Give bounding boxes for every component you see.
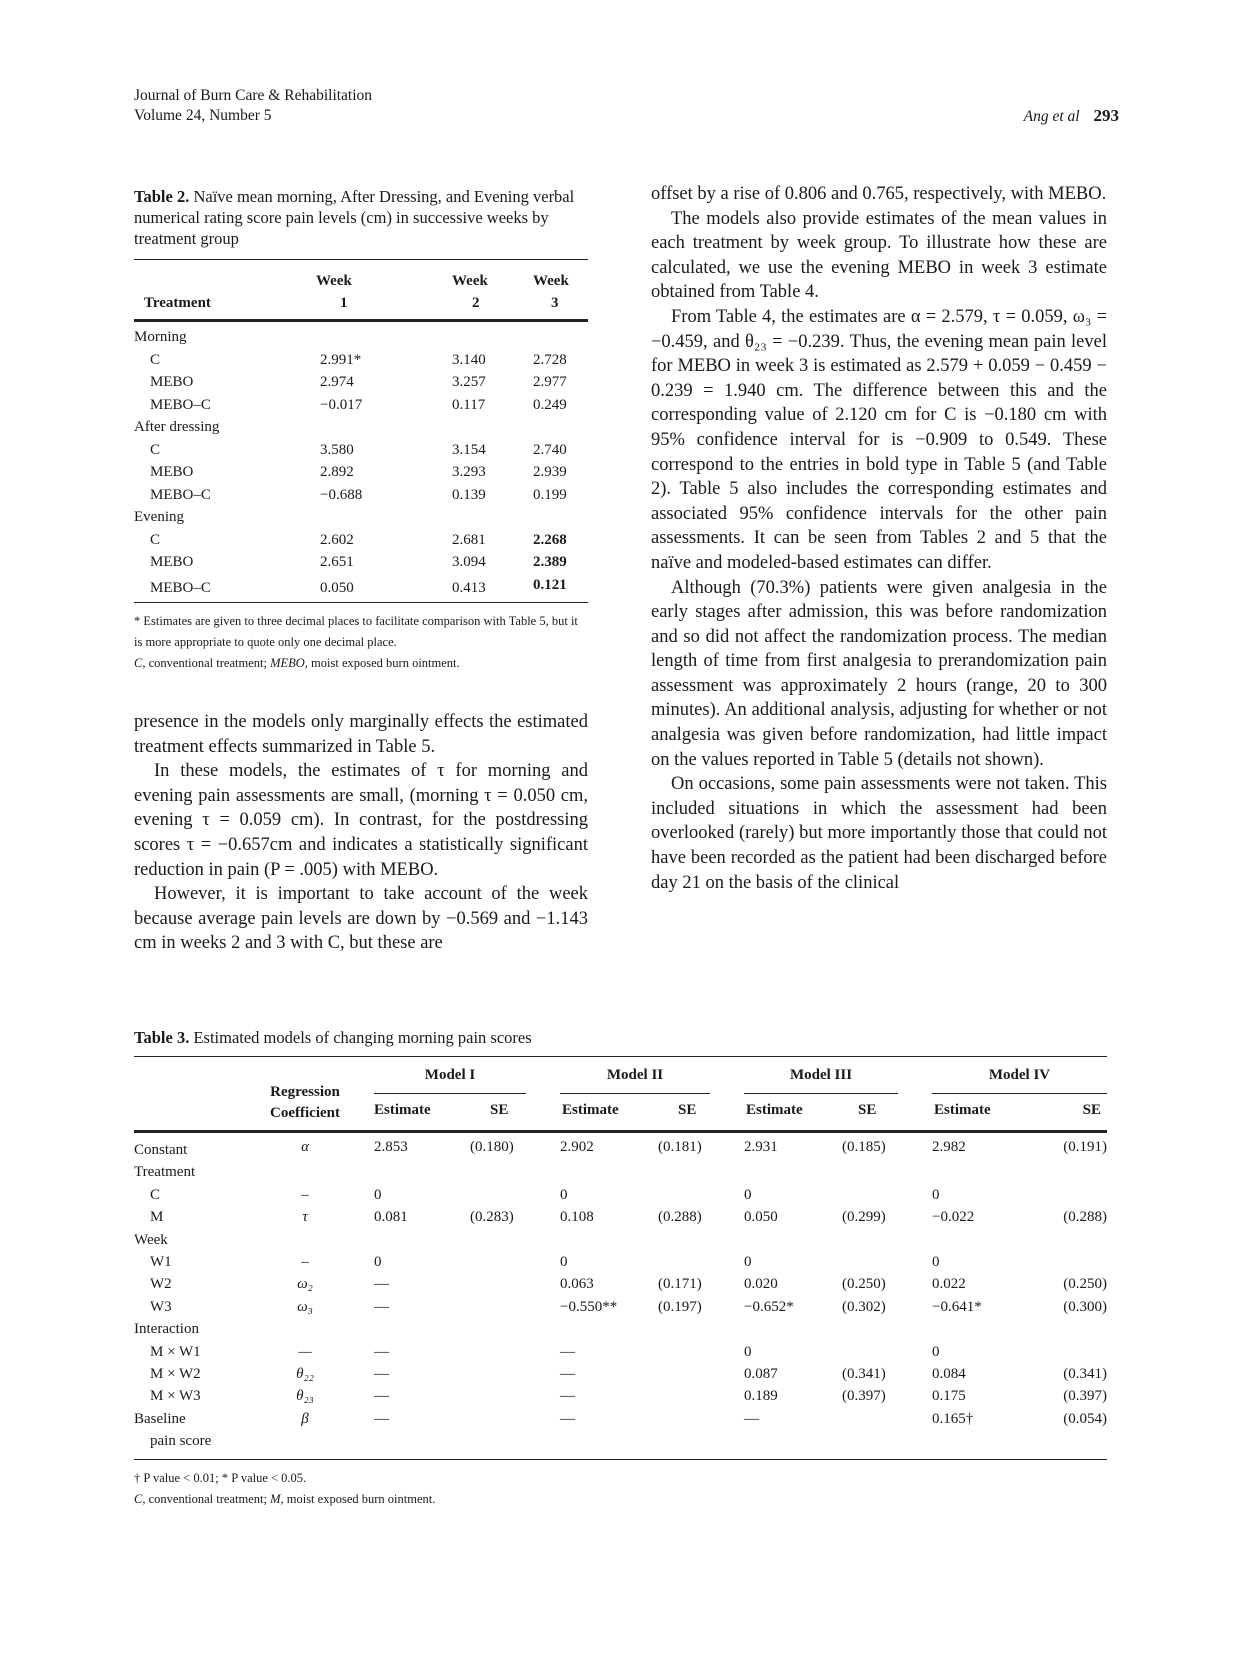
paragraph: On occasions, some pain assessments were not taken. This included situations in which the assessment had been overlooked (rarely) but more importantly those that could not have been recorded as the patient had been discharged before day 21 on the basis of the clinical <box>651 774 1107 893</box>
abbrev-def: conventional treatment; <box>145 656 271 670</box>
table-2-row-label: C <box>150 531 161 548</box>
coef-header-2: Coefficient <box>270 1105 340 1121</box>
table-3-cell: 0 <box>932 1186 940 1203</box>
table-2-group-label: Evening <box>134 509 184 525</box>
table-2-caption <box>134 186 588 249</box>
table-3-cell: — <box>744 1410 759 1427</box>
table-3-cell <box>824 1430 916 1459</box>
table-3-cell <box>544 1318 640 1340</box>
table-3-coef: θ₂₃ <box>296 1388 314 1405</box>
table-3-cell: — <box>374 1388 389 1405</box>
table-3-cell <box>824 1161 916 1183</box>
table-3-coef <box>252 1318 358 1340</box>
se-header: SE <box>858 1102 877 1118</box>
table-3-abbrev <box>134 1489 1107 1510</box>
table-3-footnote: † P value < 0.01; * P value < 0.05. <box>134 1470 307 1485</box>
table-3-cell: (0.180) <box>470 1139 514 1155</box>
table-3 <box>134 1027 1107 1510</box>
table-2-grid <box>134 259 588 603</box>
table-2-group-label: Morning <box>134 329 187 345</box>
abbrev-def: moist exposed burn ointment. <box>283 1491 436 1506</box>
table-3-cell: 0.175 <box>932 1388 966 1405</box>
table-3-row-label: C <box>150 1186 161 1203</box>
table-3-cell <box>452 1296 544 1318</box>
authors: Ang et al <box>1023 108 1080 125</box>
table-2-cell: 0.249 <box>532 396 567 413</box>
table-3-cell: 0 <box>744 1343 752 1360</box>
table-3-cell <box>452 1341 544 1363</box>
right-column-text <box>651 182 1107 895</box>
table-3-coef: α <box>301 1139 309 1155</box>
table-row <box>134 1251 1107 1273</box>
table-3-cell: 0.063 <box>560 1276 594 1293</box>
model-header: Model II <box>560 1065 710 1094</box>
table-3-coef: ω₃ <box>297 1298 313 1315</box>
table-3-cell: 0.189 <box>744 1388 778 1405</box>
coef-header-1: Regression <box>270 1084 340 1100</box>
table-2-week-number: 2 <box>472 295 480 311</box>
table-3-coef: – <box>301 1254 309 1271</box>
left-column-text <box>134 710 588 956</box>
table-3-cell: (0.250) <box>842 1276 886 1293</box>
table-3-coef: — <box>298 1343 312 1360</box>
table-3-cell <box>916 1318 1012 1340</box>
table-3-cell: (0.054) <box>1063 1410 1107 1427</box>
table-3-caption <box>134 1027 1107 1048</box>
table-row <box>134 1318 1107 1340</box>
abbrev-term: C, <box>134 1491 146 1506</box>
table-2-group-row <box>134 321 588 349</box>
table-3-cell: 0.165† <box>932 1410 974 1427</box>
table-3-coef: τ <box>302 1209 308 1226</box>
table-3-cell <box>728 1318 824 1340</box>
table-2-abbrev <box>134 653 588 674</box>
table-3-cell: (0.185) <box>842 1139 886 1155</box>
table-2-row-label: MEBO <box>150 464 194 480</box>
table-3-row-label: W1 <box>150 1254 172 1271</box>
table-3-cell <box>358 1318 452 1340</box>
table-3-cell: 0.084 <box>932 1366 966 1383</box>
table-3-row-label: pain score <box>150 1433 212 1450</box>
table-3-cell: — <box>560 1388 575 1405</box>
table-3-label: Table 3. <box>134 1028 190 1047</box>
abbrev-term: M, <box>270 1491 284 1506</box>
table-3-cell <box>452 1251 544 1273</box>
abbrev-term: C, <box>134 656 146 670</box>
table-3-cell <box>544 1430 640 1459</box>
table-row <box>134 349 588 372</box>
table-2-week-header: Week <box>316 273 352 289</box>
table-3-cell <box>640 1408 728 1430</box>
table-3-cell: 0 <box>932 1343 940 1360</box>
table-2-row-label: C <box>150 441 161 458</box>
table-3-cell <box>1012 1430 1107 1459</box>
table-3-cell: (0.181) <box>658 1139 702 1155</box>
table-3-cell: (0.191) <box>1063 1139 1107 1155</box>
table-3-row-label: W2 <box>150 1276 172 1293</box>
table-3-cell: — <box>374 1298 389 1315</box>
table-3-cell: 0.020 <box>744 1276 778 1293</box>
table-3-cell <box>544 1229 640 1251</box>
table-2-treatment-header: Treatment <box>144 295 211 311</box>
table-2-cell: −0.017 <box>320 396 363 413</box>
table-2-label: Table 2. <box>134 187 190 206</box>
table-2-cell: 3.257 <box>452 374 486 390</box>
table-3-cell: (0.341) <box>1063 1366 1107 1383</box>
table-3-cell <box>358 1229 452 1251</box>
table-3-cell: (0.250) <box>1063 1276 1107 1293</box>
paragraph: In these models, the estimates of τ for morning and evening pain assessments are small, (morning τ = 0.050 cm, evening τ = 0.059 cm). In contrast, for the postdressing scores τ = −0.657cm and indicates a statistically significant reduction in pain (P = .005) with MEBO. <box>134 761 588 880</box>
table-3-cell <box>640 1341 728 1363</box>
table-2-group-label: After dressing <box>134 419 220 435</box>
table-3-cell: 0 <box>560 1254 568 1271</box>
table-3-cell: (0.197) <box>658 1298 702 1315</box>
table-2-row-label: MEBO–C <box>150 486 211 503</box>
table-3-cell <box>452 1408 544 1430</box>
table-2-row-label: C <box>150 351 161 368</box>
se-header: SE <box>1082 1102 1101 1118</box>
table-3-cell <box>1012 1341 1107 1363</box>
table-3-cell: 2.931 <box>744 1139 778 1155</box>
table-3-cell <box>824 1408 916 1430</box>
model-header: Model III <box>744 1065 898 1094</box>
table-3-row-label: M × W3 <box>150 1388 201 1405</box>
table-2-cell: 2.974 <box>320 374 354 390</box>
table-3-cell <box>640 1430 728 1459</box>
table-row <box>134 1363 1107 1385</box>
table-3-cell <box>916 1229 1012 1251</box>
table-3-cell <box>452 1161 544 1183</box>
table-3-cell <box>728 1229 824 1251</box>
table-3-cell: (0.288) <box>658 1209 702 1226</box>
table-3-row-label: M × W1 <box>150 1343 201 1360</box>
table-2-cell: 3.140 <box>452 351 486 368</box>
table-2-cell: 2.681 <box>452 531 486 548</box>
table-3-cell: (0.397) <box>842 1388 886 1405</box>
table-3-row-label: M × W2 <box>150 1366 201 1383</box>
table-row <box>134 1408 1107 1430</box>
table-3-cell: 0 <box>932 1254 940 1271</box>
table-2-cell: 3.154 <box>452 441 486 458</box>
table-3-cell <box>640 1385 728 1407</box>
page-number: 293 <box>1093 106 1119 125</box>
table-3-cell: (0.341) <box>842 1366 886 1383</box>
table-2-row-label: MEBO–C <box>150 396 211 413</box>
table-3-cell: 2.902 <box>560 1139 594 1155</box>
table-row <box>134 1132 1107 1162</box>
table-2-cell: 2.728 <box>532 351 567 368</box>
table-3-row-label: Treatment <box>134 1164 196 1181</box>
table-3-cell: — <box>560 1410 575 1427</box>
table-3-cell <box>824 1184 916 1206</box>
table-row <box>134 1296 1107 1318</box>
estimate-header: Estimate <box>562 1102 619 1118</box>
abbrev-def: moist exposed burn ointment. <box>307 656 460 670</box>
table-3-coef: θ₂₂ <box>296 1366 314 1383</box>
table-3-cell: (0.397) <box>1063 1388 1107 1405</box>
table-3-cell: (0.300) <box>1063 1298 1107 1315</box>
table-3-cell <box>640 1184 728 1206</box>
table-2-row-label: MEBO <box>150 554 194 570</box>
table-3-coef <box>252 1161 358 1183</box>
table-3-cell <box>544 1161 640 1183</box>
table-2-cell: 2.939 <box>532 464 567 480</box>
estimate-header: Estimate <box>934 1102 991 1118</box>
table-row <box>134 1341 1107 1363</box>
table-3-coef <box>252 1430 358 1459</box>
table-3-cell: — <box>560 1343 575 1360</box>
running-header-right <box>1024 106 1119 126</box>
table-3-cell <box>1012 1229 1107 1251</box>
table-3-cell <box>824 1251 916 1273</box>
table-3-grid <box>134 1056 1107 1460</box>
estimate-header: Estimate <box>374 1102 431 1118</box>
table-row <box>134 574 588 603</box>
table-row <box>134 439 588 462</box>
table-3-cell <box>640 1251 728 1273</box>
table-3-cell: (0.302) <box>842 1298 886 1315</box>
table-3-cell: −0.550** <box>560 1298 618 1315</box>
table-3-cell <box>824 1318 916 1340</box>
table-2-week-header: Week <box>452 273 488 289</box>
table-2-cell: 3.094 <box>452 554 486 570</box>
paragraph: However, it is important to take account of the week because average pain levels are down by −0.569 and −1.143 cm in weeks 2 and 3 with C, but these are <box>134 884 588 954</box>
table-3-cell <box>452 1318 544 1340</box>
table-3-cell: (0.283) <box>470 1209 514 1226</box>
table-2-week-number: 3 <box>550 295 559 311</box>
table-2-caption-text: Naïve mean morning, After Dressing, and Evening verbal numerical rating score pain levels (cm) in successive weeks by treatment group <box>134 187 575 248</box>
table-2-row-label: MEBO <box>150 374 194 390</box>
table-3-cell <box>452 1184 544 1206</box>
table-3-cell <box>824 1341 916 1363</box>
table-3-cell <box>1012 1161 1107 1183</box>
table-3-cell <box>358 1161 452 1183</box>
abbrev-def: conventional treatment; <box>145 1491 271 1506</box>
table-3-cell <box>728 1430 824 1459</box>
table-3-cell <box>1012 1251 1107 1273</box>
table-row <box>134 394 588 417</box>
table-3-cell: −0.641* <box>932 1298 982 1315</box>
table-3-coef: ω₂ <box>297 1276 313 1293</box>
table-3-cell: 0 <box>744 1186 752 1203</box>
table-3-cell: — <box>560 1366 575 1383</box>
model-header: Model IV <box>932 1065 1107 1094</box>
table-3-cell: 0 <box>374 1254 382 1271</box>
table-2-cell: 2.892 <box>320 464 354 480</box>
se-header: SE <box>490 1102 509 1118</box>
table-2-footnote: * Estimates are given to three decimal places to facilitate comparison with Table 5, but it is more appropriate to quote only one decimal place. <box>134 614 578 649</box>
table-3-cell: 0 <box>374 1186 382 1203</box>
table-row <box>134 1385 1107 1407</box>
journal-title: Journal of Burn Care & Rehabilitation <box>134 87 373 104</box>
table-3-cell <box>452 1273 544 1295</box>
table-3-cell <box>1012 1184 1107 1206</box>
table-2-group-row <box>134 416 588 439</box>
table-3-cell: 2.982 <box>932 1139 966 1155</box>
table-2-cell: 0.139 <box>452 486 486 503</box>
table-3-cell <box>824 1229 916 1251</box>
table-2-cell: 2.651 <box>320 554 354 570</box>
table-3-cell: −0.652* <box>744 1298 794 1315</box>
table-3-cell: — <box>374 1366 389 1383</box>
running-header-left <box>134 86 372 126</box>
table-2-cell: 2.740 <box>532 441 567 458</box>
table-row <box>134 529 588 552</box>
table-2 <box>134 186 588 674</box>
table-3-row-label: Week <box>134 1231 168 1248</box>
table-3-cell <box>1012 1318 1107 1340</box>
table-3-cell: −0.022 <box>932 1209 975 1226</box>
table-row <box>134 551 588 574</box>
table-2-cell: −0.688 <box>320 486 363 503</box>
table-3-cell <box>640 1161 728 1183</box>
table-row <box>134 371 588 394</box>
table-3-cell <box>916 1430 1012 1459</box>
table-3-cell <box>640 1363 728 1385</box>
table-3-cell <box>452 1363 544 1385</box>
table-2-cell: 0.050 <box>320 579 354 596</box>
table-row <box>134 1206 1107 1228</box>
table-3-cell: — <box>374 1276 389 1293</box>
table-3-cell <box>728 1161 824 1183</box>
journal-volume: Volume 24, Number 5 <box>134 107 272 124</box>
table-row <box>134 1229 1107 1251</box>
table-2-cell: 0.121 <box>532 576 567 593</box>
table-2-cell: 0.199 <box>532 486 567 503</box>
table-3-cell: 0.050 <box>744 1209 778 1226</box>
model-header: Model I <box>374 1065 526 1094</box>
table-3-cell: — <box>374 1343 389 1360</box>
table-3-cell <box>640 1318 728 1340</box>
table-2-cell: 2.991* <box>320 351 362 368</box>
paragraph: The models also provide estimates of the mean values in each treatment by week group. To illustrate how these are calculated, we use the evening MEBO in week 3 estimate obtained from Table 4. <box>651 208 1107 303</box>
table-3-caption-text: Estimated models of changing morning pain scores <box>193 1028 532 1047</box>
table-3-cell <box>452 1430 544 1459</box>
table-3-row-label: Baseline <box>134 1410 186 1427</box>
table-2-row-label: MEBO–C <box>150 579 211 596</box>
table-2-cell: 0.413 <box>452 579 486 596</box>
table-2-cell: 2.602 <box>320 531 354 548</box>
se-header: SE <box>678 1102 697 1118</box>
table-3-cell: 0.108 <box>560 1209 594 1226</box>
table-row <box>134 461 588 484</box>
table-row <box>134 1161 1107 1183</box>
table-3-cell <box>640 1229 728 1251</box>
table-3-cell <box>452 1229 544 1251</box>
table-3-row-label: W3 <box>150 1298 172 1315</box>
table-3-cell <box>452 1385 544 1407</box>
table-3-cell <box>916 1161 1012 1183</box>
table-row <box>134 1273 1107 1295</box>
table-3-coef: β <box>301 1410 309 1427</box>
table-3-cell <box>358 1430 452 1459</box>
table-2-week-number: 1 <box>340 295 348 311</box>
table-2-cell: 3.580 <box>320 441 354 458</box>
paragraph: offset by a rise of 0.806 and 0.765, respectively, with MEBO. <box>651 184 1107 204</box>
table-2-cell: 2.268 <box>532 531 567 548</box>
table-2-cell: 0.117 <box>452 396 486 413</box>
paragraph: presence in the models only marginally effects the estimated treatment effects summarized in Table 5. <box>134 712 588 757</box>
table-3-cell: 2.853 <box>374 1139 408 1155</box>
table-3-cell: (0.299) <box>842 1209 886 1226</box>
table-2-cell: 2.977 <box>532 374 567 390</box>
table-3-cell: 0 <box>744 1254 752 1271</box>
table-2-cell: 3.293 <box>452 464 486 480</box>
estimate-header: Estimate <box>746 1102 803 1118</box>
table-3-cell: (0.171) <box>658 1276 702 1293</box>
table-3-cell: 0.022 <box>932 1276 966 1293</box>
table-3-row-label: Interaction <box>134 1321 199 1338</box>
table-3-cell: — <box>374 1410 389 1427</box>
table-2-week-header: Week <box>532 273 569 289</box>
table-3-row-label: M <box>150 1209 164 1226</box>
table-3-row-label: Constant <box>134 1142 188 1158</box>
abbrev-term: MEBO, <box>270 656 308 670</box>
table-3-cell: (0.288) <box>1063 1209 1107 1226</box>
table-3-cell: 0 <box>560 1186 568 1203</box>
table-row <box>134 484 588 507</box>
table-3-coef <box>252 1229 358 1251</box>
paragraph: Although (70.3%) patients were given analgesia in the early stages after admission, this was before randomization and so did not affect the randomization process. The median length of time from first analgesia to prerandomization pain assessment was approximately 2 hours (range, 20 to 300 minutes). An additional analysis, adjusting for whether or not analgesia was given before randomization, had little impact on the values reported in Table 5 (details not shown). <box>651 577 1107 770</box>
paragraph: From Table 4, the estimates are α = 2.579, τ = 0.059, ω₃ = −0.459, and θ₂₃ = −0.239. Thus, the evening mean pain level for MEBO in week 3 is estimated as 2.579 + 0.059 − 0.459 − 0.239 = 1.940 cm. The difference between this and the corresponding value of 2.120 cm for C is −0.180 cm with 95% confidence interval for is −0.909 to 0.549. These correspond to the entries in bold type in Table 5 (and Table 2). Table 5 also includes the corresponding estimates and associated 95% confidence intervals for the other pain assessments. It can be seen from Tables 2 and 5 that the naïve and modeled-based estimates can differ. <box>651 306 1107 573</box>
table-3-cell: 0.087 <box>744 1366 778 1383</box>
table-row <box>134 1184 1107 1206</box>
table-2-group-row <box>134 506 588 529</box>
table-3-cell: 0.081 <box>374 1209 408 1226</box>
table-row <box>134 1430 1107 1459</box>
table-2-cell: 2.389 <box>532 554 567 570</box>
table-3-coef: – <box>301 1186 309 1203</box>
